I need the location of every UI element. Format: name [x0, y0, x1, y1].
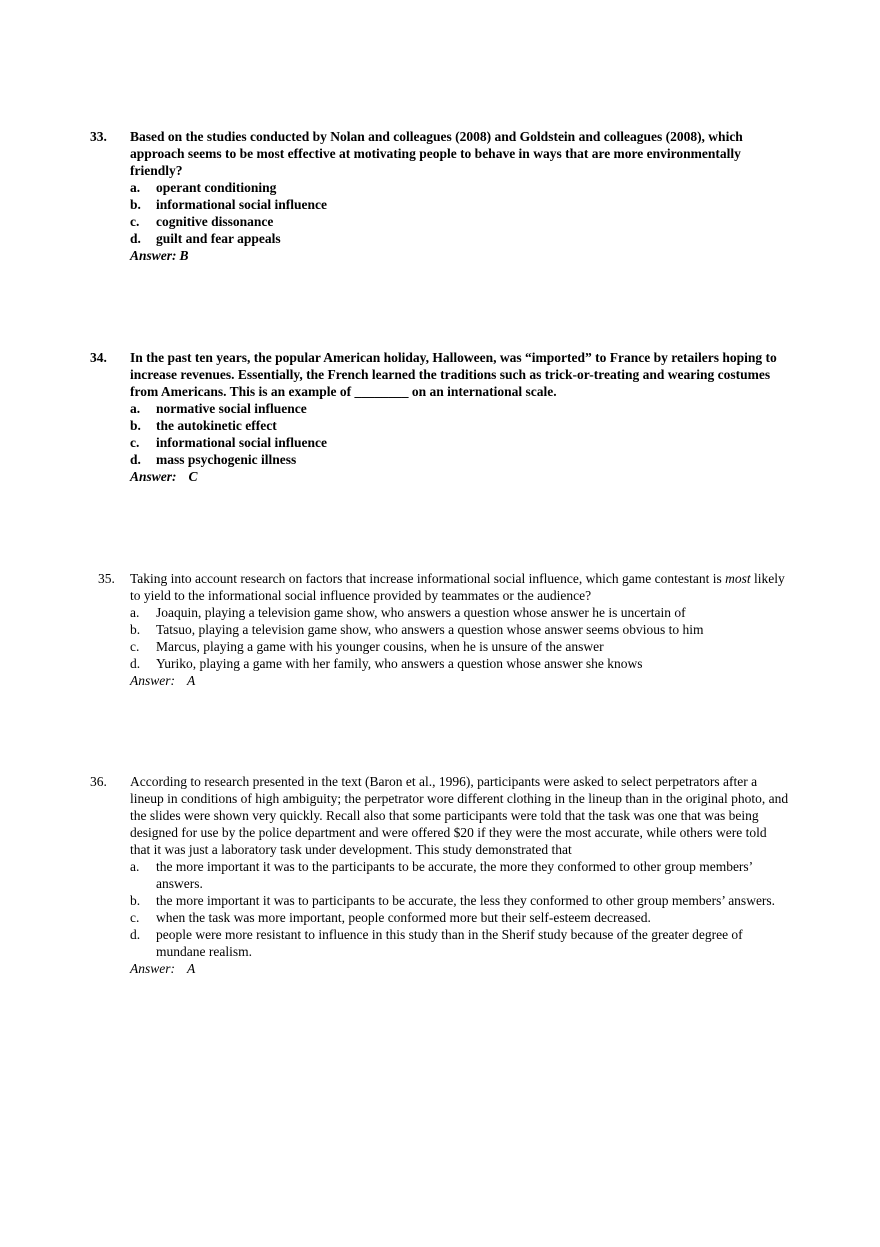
option-b — [130, 417, 790, 434]
answer-value: A — [187, 673, 196, 688]
option-text: operant conditioning — [156, 180, 277, 195]
option-c — [130, 213, 790, 230]
option-a — [130, 858, 790, 892]
question-text-emphasis: most — [725, 571, 751, 586]
answer-line — [90, 960, 790, 977]
option-letter: a. — [130, 605, 140, 620]
option-letter: c. — [130, 639, 140, 654]
option-text: Marcus, playing a game with his younger cousins, when he is unsure of the answer — [156, 639, 604, 654]
answer-line — [90, 672, 790, 689]
option-list — [90, 400, 790, 468]
option-text: cognitive dissonance — [156, 214, 274, 229]
option-c — [130, 909, 790, 926]
option-text: Tatsuo, playing a television game show, who answers a question whose answer seems obvious to him — [156, 622, 704, 637]
answer-label: Answer: — [130, 673, 175, 688]
option-text: the autokinetic effect — [156, 418, 277, 433]
question-number: 33. — [90, 129, 107, 144]
question-36 — [90, 773, 790, 977]
question-text-before: Taking into account research on factors that increase informational social influence, which game contestant is — [130, 571, 726, 586]
option-letter: d. — [130, 656, 141, 671]
option-letter: b. — [130, 197, 141, 212]
answer-value: A — [187, 961, 196, 976]
option-letter: c. — [130, 214, 140, 229]
option-a — [130, 604, 790, 621]
answer-label: Answer: — [130, 469, 177, 484]
option-letter: d. — [130, 452, 141, 467]
question-35 — [90, 570, 790, 689]
option-d — [130, 926, 790, 960]
answer-value: B — [179, 248, 189, 263]
answer-line — [90, 468, 790, 485]
option-list — [90, 858, 790, 960]
option-letter: a. — [130, 401, 141, 416]
option-c — [130, 434, 790, 451]
option-b — [130, 196, 790, 213]
answer-label: Answer: — [130, 961, 175, 976]
question-stem — [90, 570, 790, 604]
option-a — [130, 400, 790, 417]
option-text: guilt and fear appeals — [156, 231, 281, 246]
option-letter: a. — [130, 859, 140, 874]
option-b — [130, 621, 790, 638]
question-text: In the past ten years, the popular American holiday, Halloween, was “imported” to France by retailers hoping to increase revenues. Essentially, the French learned the traditions such as trick-or-treating and wearing costumes from Americans. This is an example of ________ on an international scale. — [130, 350, 777, 399]
option-text: normative social influence — [156, 401, 307, 416]
question-text: Based on the studies conducted by Nolan and colleagues (2008) and Goldstein and colleagues (2008), which approach seems to be most effective at motivating people to behave in ways that are more environmentally friendly? — [130, 129, 743, 178]
option-letter: d. — [130, 231, 141, 246]
option-text: Joaquin, playing a television game show, who answers a question whose answer he is uncertain of — [156, 605, 686, 620]
answer-label: Answer: — [130, 248, 177, 263]
option-letter: a. — [130, 180, 141, 195]
option-c — [130, 638, 790, 655]
question-number: 34. — [90, 350, 107, 365]
option-text: informational social influence — [156, 435, 327, 450]
option-text: informational social influence — [156, 197, 327, 212]
option-d — [130, 451, 790, 468]
option-text: mass psychogenic illness — [156, 452, 297, 467]
option-letter: b. — [130, 418, 141, 433]
answer-value: C — [188, 469, 198, 484]
question-text-after: likely to yield to the informational social influence provided by teammates or the audience? — [130, 571, 785, 603]
option-list — [90, 179, 790, 247]
question-34 — [90, 349, 790, 485]
option-text: when the task was more important, people conformed more but their self-esteem decreased. — [156, 910, 651, 925]
option-list — [90, 604, 790, 672]
option-d — [130, 655, 790, 672]
question-number: 35. — [98, 571, 115, 586]
option-text: the more important it was to the participants to be accurate, the more they conformed to other group members’ answers. — [156, 859, 753, 891]
option-letter: b. — [130, 893, 141, 908]
option-letter: c. — [130, 435, 140, 450]
option-text: Yuriko, playing a game with her family, who answers a question whose answer she knows — [156, 656, 643, 671]
option-text: the more important it was to participants to be accurate, the less they conformed to other group members’ answers. — [156, 893, 776, 908]
option-letter: c. — [130, 910, 140, 925]
option-letter: b. — [130, 622, 141, 637]
question-text — [130, 570, 790, 604]
option-text: people were more resistant to influence in this study than in the Sherif study because of the greater degree of mundane realism. — [156, 927, 743, 959]
question-stem — [90, 773, 790, 858]
question-number: 36. — [90, 774, 107, 789]
question-stem — [90, 349, 790, 400]
question-33 — [90, 128, 790, 264]
option-letter: d. — [130, 927, 141, 942]
option-b — [130, 892, 790, 909]
question-stem — [90, 128, 790, 179]
option-d — [130, 230, 790, 247]
answer-line — [90, 247, 790, 264]
question-text: According to research presented in the text (Baron et al., 1996), participants were asked to select perpetrators after a lineup in conditions of high ambiguity; the perpetrator wore different clothing in the lineup than in the original photo, and the slides were shown very quickly. Recall also that some participants were told that the task was one that was being designed for use by the police department and were offered $20 if they were the most accurate, while others were told that it was just a laboratory task under development. This study demonstrated that — [130, 774, 789, 857]
option-a — [130, 179, 790, 196]
